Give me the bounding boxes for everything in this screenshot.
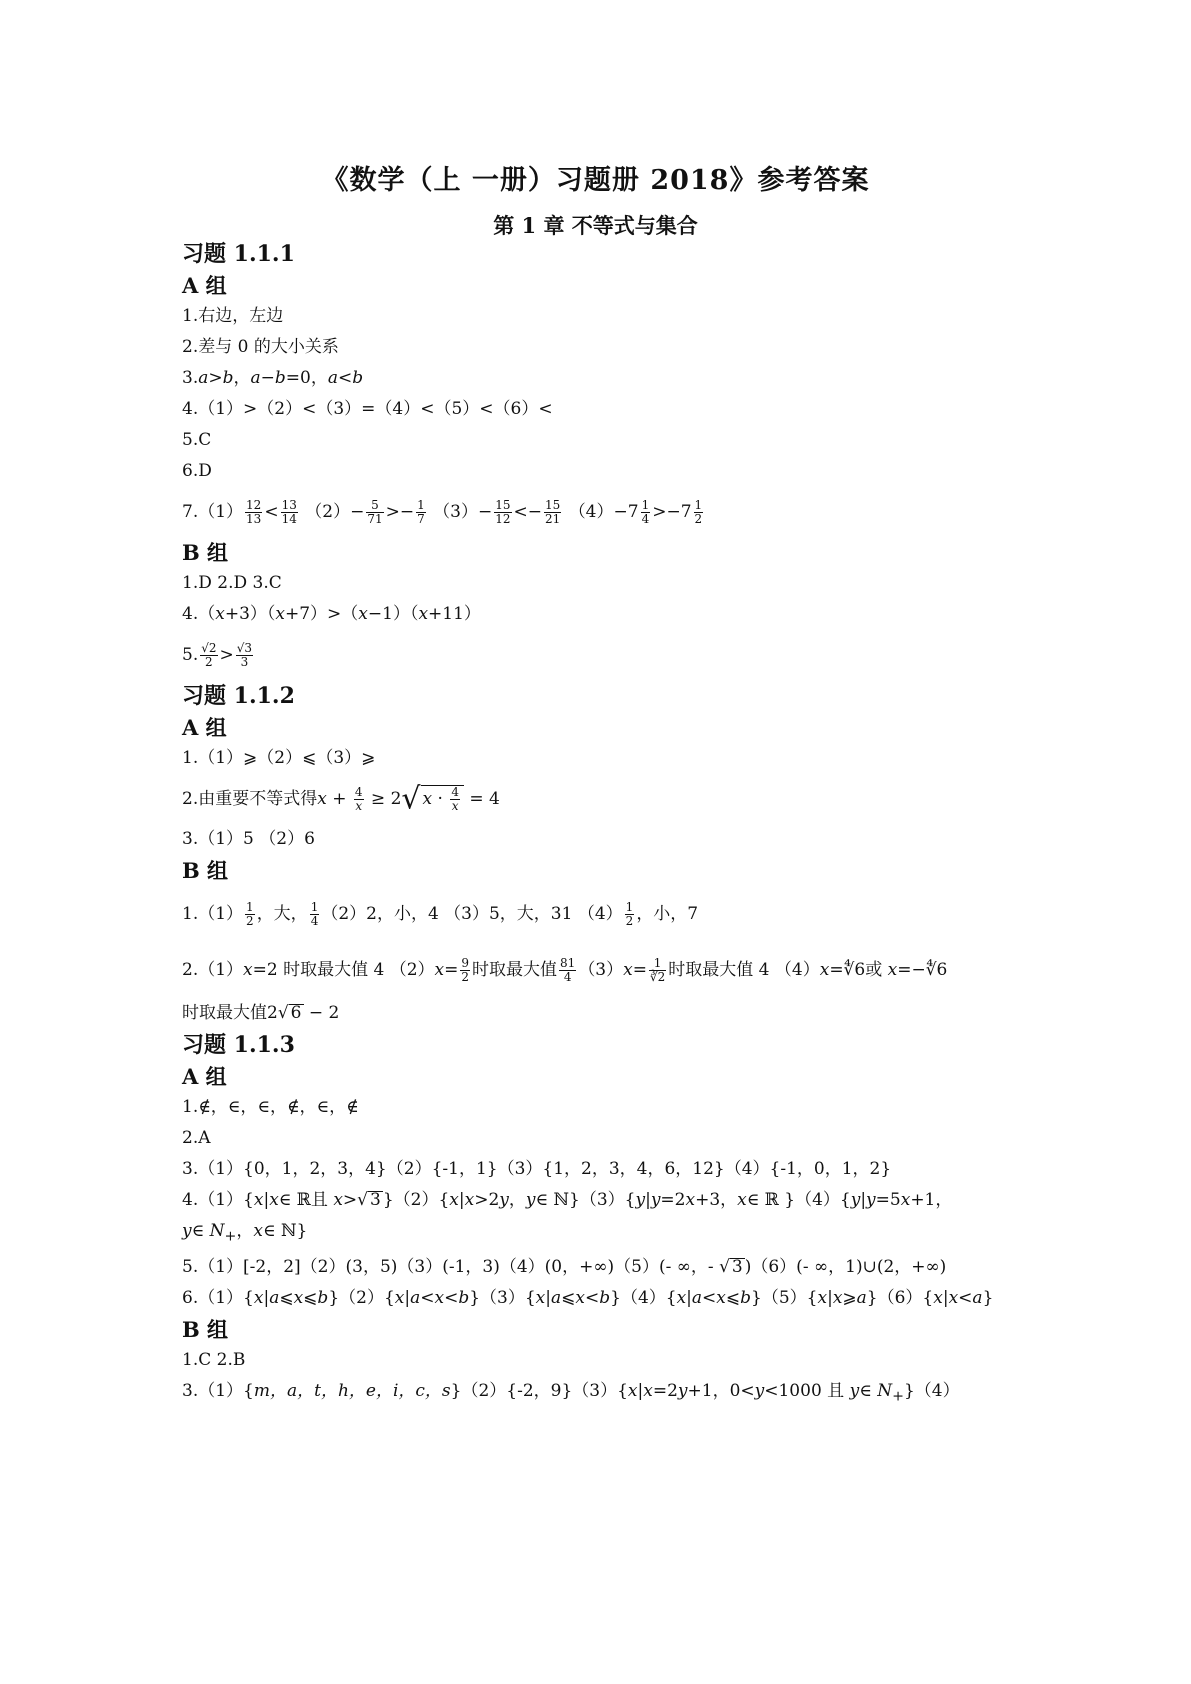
fraction: $\frac{1}{7}$ xyxy=(417,498,425,526)
answer-line: 5.（1）[-2，2]（2）(3，5)（3）(-1，3)（4）(0，+∞)（5）(- ∞，- √ 3 )（6）(- ∞，1)∪(2，+∞) xyxy=(182,1257,947,1278)
fraction: $\frac{1}{2}$ xyxy=(694,498,703,526)
answer-line: 3.（1）{0，1，2，3，4}（2）{-1，1}（3）{1，2，3，4，6，12}（4）{-1，0，1，2} xyxy=(182,1159,892,1179)
answer-line: 5.C xyxy=(182,430,212,450)
fraction: $\frac{81}{4}$ xyxy=(560,956,576,984)
radical-sign: √ xyxy=(719,1257,730,1278)
answer-line: 2.（1）x=2 时取最大值 4 （2）x= $\frac{9}{2}$ 时取最大值 $\frac{81}{4}$ （3）x= $\frac{1}{∛2}$ 时取最大值 4 （4）x=∜6或 x=−∜6 xyxy=(182,956,948,984)
fraction: $\frac{5}{71}$ xyxy=(367,498,383,526)
group-a-heading: A 组 xyxy=(182,715,227,740)
fraction: $\frac{√3}{3}$ xyxy=(236,641,253,669)
fraction: $\frac{1}{2}$ xyxy=(625,900,634,928)
answer-line: 2.A xyxy=(182,1128,211,1148)
answer-line: 3.（1）5 （2）6 xyxy=(182,829,315,849)
answer-line: 1.（1）⩾（2）⩽（3）⩾ xyxy=(182,748,376,768)
section-heading-1-1-1: 习题 1.1.1 xyxy=(182,241,295,267)
answer-line: 7.（1） $\frac{12}{13}$ < $\frac{13}{14}$ （2）− $\frac{5}{71}$ >− $\frac{1}{7}$ （3）− $\frac{15}{12}$ <− $\frac{15}{21}$ （4）−7 $\frac{1}{4}$ >−7 $\frac{1}{2}$ xyxy=(182,498,703,526)
radical-sign: √ xyxy=(357,1190,368,1210)
fraction: $\frac{13}{14}$ xyxy=(281,498,297,526)
answer-line: 3.a>b，a−b=0，a<b xyxy=(182,368,364,388)
answer-line: 1.D 2.D 3.C xyxy=(182,573,282,593)
section-heading-1-1-2: 习题 1.1.2 xyxy=(182,683,295,709)
group-a-heading: A 组 xyxy=(182,1064,227,1089)
group-a-heading: A 组 xyxy=(182,273,227,298)
document-title: 《数学（上 一册）习题册 2018》参考答案 xyxy=(321,165,870,196)
answer-line: 时取最大值2√ 6 − 2 xyxy=(182,1003,340,1023)
fraction: $\frac{4}{x}$ xyxy=(354,785,363,813)
section-heading-1-1-3: 习题 1.1.3 xyxy=(182,1032,295,1058)
answer-line: 4.（1）{x|x∈ ℝ且 x>√ 3 }（2）{x|x>2y，y∈ ℕ}（3）{y|y=2x+3，x∈ ℝ }（4）{y|y=5x+1， y∈ $N_+$，x∈ ℕ} xyxy=(182,1190,953,1245)
fraction: $\frac{1}{4}$ xyxy=(310,900,319,928)
answer-line: 1.C 2.B xyxy=(182,1350,246,1371)
group-b-heading: B 组 xyxy=(182,858,229,883)
group-b-heading: B 组 xyxy=(182,540,229,565)
answer-line: 6.D xyxy=(182,461,212,481)
fraction: $\frac{9}{2}$ xyxy=(461,956,470,984)
fraction: $\frac{15}{21}$ xyxy=(545,498,561,526)
answer-line: 2.由重要不等式得x + $\frac{4}{x}$ ≥ 2√ x · $\frac{4}{x}$ = 4 xyxy=(182,781,500,817)
radical-sign: √ xyxy=(401,781,421,817)
answer-line: 4.（x+3）（x+7）>（x−1）（x+11） xyxy=(182,604,481,624)
answer-line: 6.（1）{x|a⩽x⩽b}（2）{x|a<x<b}（3）{x|a⩽x<b}（4）{x|a<x⩽b}（5）{x|x⩾a}（6）{x|x<a} xyxy=(182,1288,994,1309)
answer-line: 1.∉，∈，∈，∉，∈，∉ xyxy=(182,1097,359,1117)
fraction: $\frac{1}{∛2}$ xyxy=(649,956,666,984)
answer-line: 4.（1）>（2）<（3）=（4）<（5）<（6）< xyxy=(182,399,553,419)
fraction: $\frac{12}{13}$ xyxy=(246,498,262,526)
answer-line: 2.差与 0 的大小关系 xyxy=(182,337,339,357)
fraction: $\frac{4}{x}$ xyxy=(451,785,459,813)
group-b-heading: B 组 xyxy=(182,1317,229,1343)
fraction: $\frac{1}{2}$ xyxy=(246,900,254,928)
answer-line: 1.右边，左边 xyxy=(182,306,284,326)
answer-line: 5. $\frac{√2}{2}$ > $\frac{√3}{3}$ xyxy=(182,641,253,669)
answer-line: 1.（1） $\frac{1}{2}$ ，大， $\frac{1}{4}$ （2）2，小，4 （3）5，大，31 （4） $\frac{1}{2}$ ，小，7 xyxy=(182,900,699,928)
radical-sign: √ xyxy=(277,1003,289,1023)
chapter-heading: 第 1 章 不等式与集合 xyxy=(493,213,698,238)
radicand: x · $\frac{4}{x}$ xyxy=(421,785,464,813)
answer-line: 3.（1）{m，a，t，h，e，i，c，s}（2）{-2，9}（3）{x|x=2y+1，0<y<1000 且 y∈ $N_+\}(4)$ xyxy=(182,1381,960,1405)
fraction: $\frac{√2}{2}$ xyxy=(201,641,217,669)
fraction: $\frac{15}{12}$ xyxy=(495,498,511,526)
fraction: $\frac{1}{4}$ xyxy=(641,498,650,526)
answer-content xyxy=(182,238,1042,1407)
